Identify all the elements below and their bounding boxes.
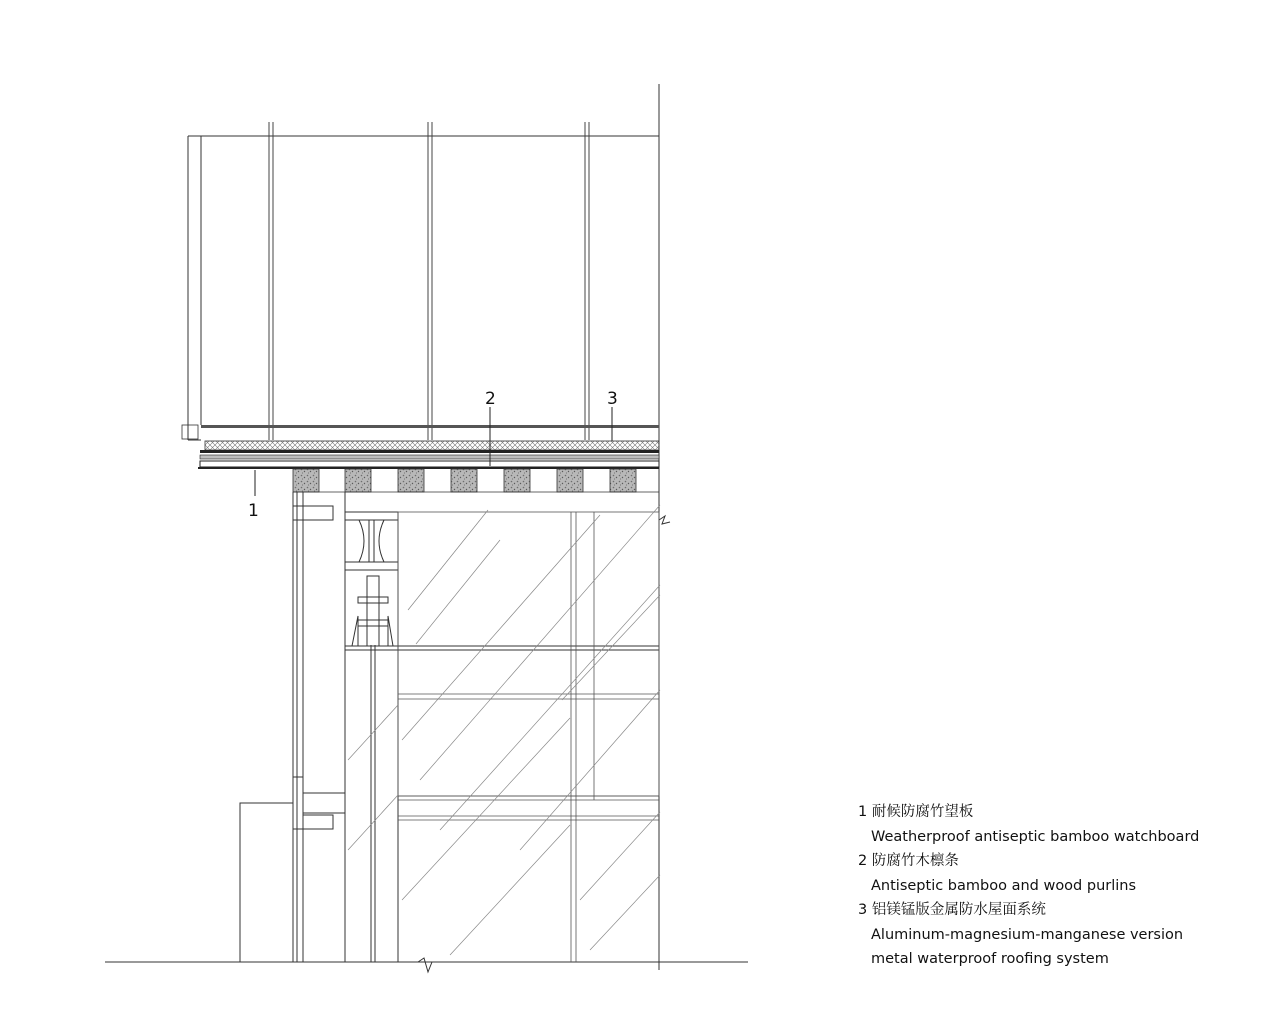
purlin: [345, 469, 371, 492]
legend-item-3-en: Aluminum-magnesium-manganese version: [871, 926, 1184, 943]
break-marks: [418, 516, 670, 972]
purlin: [557, 469, 583, 492]
glass-reflection-lines: [348, 505, 660, 955]
legend-item-1-zh: 1 耐候防腐竹望板: [858, 804, 974, 820]
hanger-rods: [269, 122, 589, 440]
glazing: [398, 512, 659, 962]
purlin: [293, 469, 319, 492]
callout-3: 3: [607, 389, 618, 409]
legend-item-2-en: Antiseptic bamboo and wood purlins: [871, 877, 1137, 894]
purlins: [293, 469, 659, 492]
callout-1: 1: [248, 501, 259, 521]
purlin: [451, 469, 477, 492]
legend-item-2-zh: 2 防腐竹木檩条: [858, 853, 959, 869]
purlin: [610, 469, 636, 492]
legend-item-3-zh: 3 铝镁锰版金属防水屋面系统: [858, 902, 1046, 918]
building-outline: [105, 84, 748, 970]
roofing-system: [182, 425, 659, 469]
legend-item-3-en-line2: metal waterproof roofing system: [871, 951, 1109, 967]
legend-item-1-en: Weatherproof antiseptic bamboo watchboard: [871, 828, 1200, 845]
legend: [858, 800, 1199, 972]
purlin: [398, 469, 424, 492]
purlin: [504, 469, 530, 492]
callout-2: 2: [485, 389, 496, 409]
steel-structure: [240, 492, 659, 962]
